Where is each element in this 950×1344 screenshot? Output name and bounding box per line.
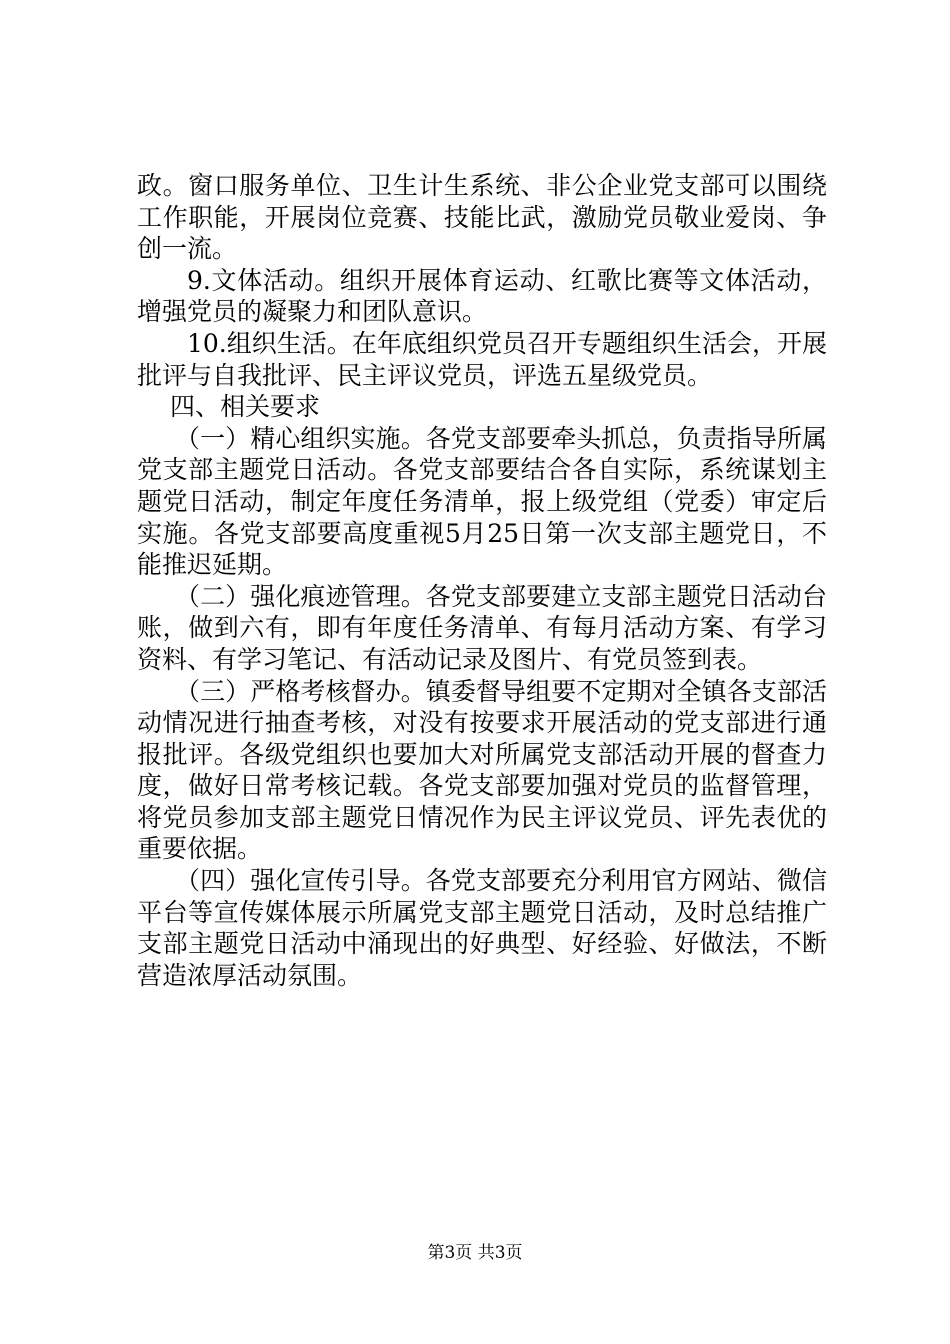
paragraph-continuation: 政。窗口服务单位、卫生计生系统、非公企业党支部可以围绕工作职能，开展岗位竞赛、技能比武，激励党员敬业爱岗、争创一流。 [137,171,827,264]
page-footer: 第3页 共3页 [427,1243,523,1263]
section-heading-requirements: 四、相关要求 [170,392,321,422]
paragraph-requirement-1: （一）精心组织实施。各党支部要牵头抓总，负责指导所属党支部主题党日活动。各党支部要结合各自实际，系统谋划主题党日活动，制定年度任务清单，报上级党组（党委）审定后实施。各党支部要高度重视5月25日第一次支部主题党日，不能推迟延期。 [137,423,827,580]
document-body [137,170,827,991]
paragraph-requirement-4: （四）强化宣传引导。各党支部要充分利用官方网站、微信平台等宣传媒体展示所属党支部主题党日活动，及时总结推广支部主题党日活动中涌现出的好典型、好经验、好做法，不断营造浓厚活动氛围。 [137,866,827,990]
paragraph-item-10: 10.组织生活。在年底组织党员召开专题组织生活会，开展批评与自我批评、民主评议党员，评选五星级党员。 [137,328,827,390]
paragraph-item-9: 9.文体活动。组织开展体育运动、红歌比赛等文体活动，增强党员的凝聚力和团队意识。 [137,265,827,327]
paragraph-requirement-3: （三）严格考核督办。镇委督导组要不定期对全镇各支部活动情况进行抽查考核，对没有按要求开展活动的党支部进行通报批评。各级党组织也要加大对所属党支部活动开展的督查力度，做好日常考核记载。各党支部要加强对党员的监督管理，将党员参加支部主题党日情况作为民主评议党员、评先表优的重要依据。 [137,676,827,864]
paragraph-requirement-2: （二）强化痕迹管理。各党支部要建立支部主题党日活动台账，做到六有，即有年度任务清单、有每月活动方案、有学习资料、有学习笔记、有活动记录及图片、有党员签到表。 [137,581,827,674]
